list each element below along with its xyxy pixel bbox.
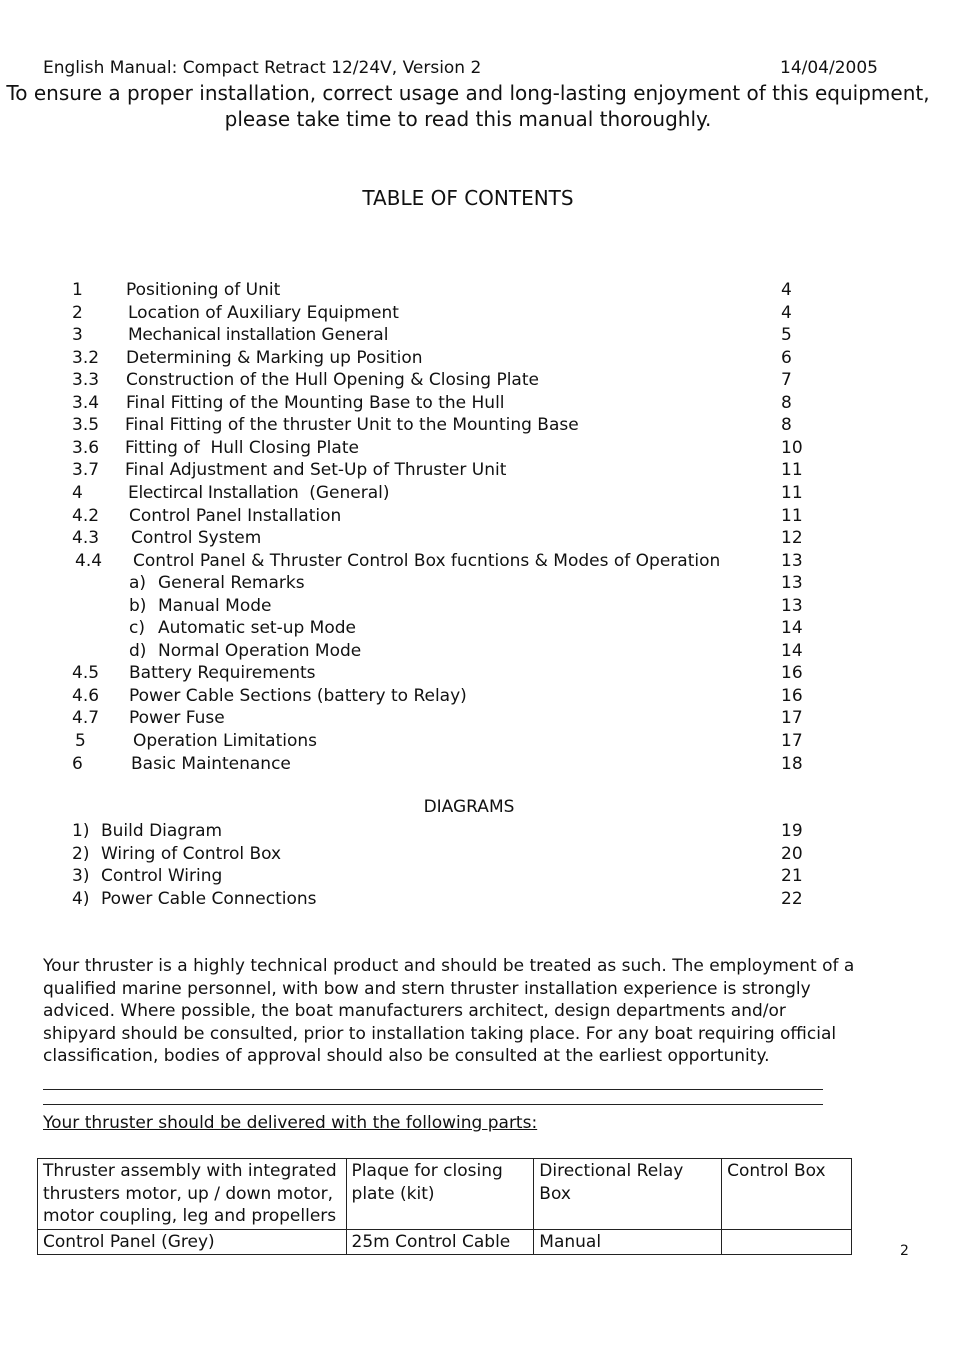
- table-row: [38, 1159, 852, 1230]
- diagram-item: [0, 888, 954, 910]
- toc-item: [0, 595, 954, 617]
- toc-item-title-text: Construction of the Hull Opening & Closing Plate: [126, 370, 539, 391]
- toc-item-title-strong: Electircal Installation: [128, 482, 299, 503]
- toc-item-title: [126, 392, 505, 414]
- toc-item-title: [126, 279, 280, 301]
- diagram-item-page: 19: [781, 821, 803, 841]
- toc-item-title: [133, 550, 720, 572]
- diagram-item-number: 1): [72, 821, 90, 841]
- toc-item: [0, 640, 954, 662]
- toc-item-number: 4.2: [72, 505, 100, 526]
- toc-item-number: 3.3: [72, 370, 100, 391]
- toc-item-title-text: General: [316, 325, 389, 346]
- toc-item-number: 4.3: [72, 528, 100, 549]
- toc-item-title-text: Battery Requirements: [129, 663, 316, 684]
- toc-item-number: 5: [75, 731, 86, 751]
- parts-table: [37, 1158, 852, 1255]
- toc-item-title-text: Control System: [131, 528, 262, 549]
- table-cell: Control Panel (Grey): [38, 1229, 347, 1255]
- toc-item-title-text: Control Panel Installation: [129, 505, 342, 526]
- toc-item-number: 4.4: [75, 550, 103, 571]
- toc-item-page: 11: [781, 505, 803, 526]
- toc-item-number: a): [129, 573, 147, 594]
- toc-item-number: 3.5: [72, 415, 100, 436]
- toc-item-title-text: Determining & Marking up Position: [126, 347, 423, 368]
- toc-item: [0, 482, 954, 504]
- toc-item-page: 8: [781, 415, 792, 436]
- header-date: 14/04/2005: [780, 58, 878, 78]
- diagram-item: [0, 820, 954, 842]
- toc-item-number: b): [129, 595, 147, 616]
- toc-item-page: 13: [781, 573, 803, 594]
- toc-title: TABLE OF CONTENTS: [362, 186, 574, 210]
- table-cell: Directional Relay Box: [534, 1159, 722, 1230]
- table-cell: Thruster assembly with integrated thrusters motor, up / down motor, motor coupling, leg and propellers: [38, 1159, 347, 1230]
- header-title: English Manual: Compact Retract 12/24V, Version 2: [43, 58, 482, 78]
- toc-item-title-text: Basic Maintenance: [131, 753, 291, 774]
- parts-heading: Your thruster should be delivered with the following parts:: [43, 1113, 538, 1133]
- toc-item-title: [129, 707, 225, 729]
- toc-item-title: [131, 753, 291, 775]
- toc-item-title: [128, 482, 390, 504]
- toc-item-page: 8: [781, 392, 792, 413]
- toc-item: [0, 707, 954, 729]
- toc-item-number: 3.4: [72, 392, 100, 413]
- toc-item-title: [125, 459, 506, 481]
- divider-line: [43, 1089, 823, 1090]
- toc-item-title: [126, 347, 423, 369]
- advice-paragraph: Your thruster is a highly technical product and should be treated as such. The employment of a qualified marine personnel, with bow and stern thruster installation experience is strongly adviced. Where possible, the boat manufacturers architect, design departments and/or shipyard should be consulted, prior to installation taking place. For any boat requiring official classification, bodies of approval should also be consulted at the earliest opportunity.: [43, 956, 855, 1067]
- toc-item: [0, 730, 954, 752]
- toc-item-title: [158, 640, 361, 662]
- toc-item-title: [129, 685, 467, 707]
- diagram-item-title: Build Diagram: [101, 821, 223, 841]
- table-cell: Manual: [534, 1229, 722, 1255]
- toc-item: [0, 279, 954, 301]
- toc-item-title: [131, 527, 261, 549]
- toc-item: [0, 369, 954, 391]
- toc-item-number: 3.2: [72, 347, 100, 368]
- diagram-item: [0, 843, 954, 865]
- table-cell: Control Box: [722, 1159, 852, 1230]
- table-row: [38, 1229, 852, 1255]
- table-cell: Plaque for closing plate (kit): [346, 1159, 534, 1230]
- toc-item-title: [128, 324, 388, 346]
- toc-item-number: 1: [72, 280, 83, 300]
- diagram-item-title: Power Cable Connections: [101, 888, 317, 909]
- toc-item-number: d): [129, 640, 147, 661]
- toc-item: [0, 685, 954, 707]
- toc-item: [0, 459, 954, 481]
- toc-item-page: 11: [781, 482, 803, 503]
- toc-item-page: 17: [781, 731, 803, 751]
- toc-item-page: 14: [781, 640, 803, 661]
- divider-line: [43, 1104, 823, 1105]
- toc-item-number: 4.5: [72, 663, 100, 684]
- toc-item-title-text: Power Cable Sections (battery to Relay): [129, 685, 467, 706]
- toc-item-page: 13: [781, 595, 803, 616]
- toc-item-title-text: (General): [298, 482, 390, 503]
- table-cell: [722, 1229, 852, 1255]
- toc-item-page: 4: [781, 302, 792, 323]
- toc-item: [0, 550, 954, 572]
- toc-item-number: 6: [72, 753, 83, 774]
- toc-item: [0, 527, 954, 549]
- toc-item-title-text: Location of Auxiliary Equipment: [128, 302, 399, 323]
- toc-item-title-text: Fitting of Hull Closing Plate: [125, 437, 359, 458]
- toc-item-page: 5: [781, 325, 792, 346]
- toc-item-page: 17: [781, 708, 803, 729]
- toc-item-title-text: Automatic set-up Mode: [158, 618, 356, 639]
- toc-item-title: [128, 302, 399, 324]
- toc-item-title-text: Final Fitting of the Mounting Base to the Hull: [126, 392, 505, 413]
- toc-item: [0, 617, 954, 639]
- diagram-item: [0, 865, 954, 887]
- toc-item: [0, 572, 954, 594]
- toc-item-number: 4.7: [72, 708, 100, 729]
- toc-item-page: 13: [781, 550, 803, 571]
- toc-item-page: 16: [781, 663, 803, 684]
- toc-item-title: [133, 730, 317, 752]
- toc-item-title-text: Positioning of Unit: [126, 280, 281, 300]
- toc-item-number: 4: [72, 482, 83, 503]
- toc-item-title: [129, 662, 316, 684]
- toc-item-title-strong: Mechanical installation: [128, 325, 317, 346]
- toc-item-title-text: Final Adjustment and Set-Up of Thruster Unit: [125, 460, 507, 481]
- diagram-item-number: 2): [72, 843, 90, 864]
- diagram-item-number: 3): [72, 866, 90, 887]
- toc-item-page: 7: [781, 370, 792, 391]
- toc-item: [0, 414, 954, 436]
- toc-item-page: 4: [781, 280, 792, 300]
- toc-item-page: 16: [781, 685, 803, 706]
- toc-item-title: [158, 572, 305, 594]
- toc-item-number: 4.6: [72, 685, 100, 706]
- toc-item-title-text: Operation Limitations: [133, 731, 317, 751]
- page-number: 2: [900, 1243, 909, 1259]
- toc-item-title: [129, 505, 341, 527]
- toc-item-title: [158, 617, 356, 639]
- toc-item-page: 18: [781, 753, 803, 774]
- toc-item-title: [126, 369, 539, 391]
- toc-item-number: 3: [72, 325, 83, 346]
- toc-item: [0, 347, 954, 369]
- toc-item-title-text: Manual Mode: [158, 595, 272, 616]
- diagram-item-number: 4): [72, 888, 90, 909]
- diagram-item-page: 22: [781, 888, 803, 909]
- diagram-item-page: 21: [781, 866, 803, 887]
- toc-item-page: 10: [781, 437, 803, 458]
- toc-item: [0, 324, 954, 346]
- toc-item-title-text: General Remarks: [158, 573, 305, 594]
- toc-item-title-text: Normal Operation Mode: [158, 640, 362, 661]
- toc-item-title-text: Control Panel & Thruster Control Box fucntions & Modes of Operation: [133, 550, 721, 571]
- toc-item-number: 3.6: [72, 437, 100, 458]
- diagram-item-page: 20: [781, 843, 803, 864]
- toc-item-page: 14: [781, 618, 803, 639]
- toc-item: [0, 392, 954, 414]
- toc-item-page: 12: [781, 528, 803, 549]
- toc-item: [0, 753, 954, 775]
- toc-item-title: [125, 414, 579, 436]
- toc-item: [0, 662, 954, 684]
- intro-text: To ensure a proper installation, correct usage and long-lasting enjoyment of this equipment, please take time to read this manual thoroughly.: [6, 81, 930, 131]
- toc-item-page: 11: [781, 460, 803, 481]
- toc-item: [0, 437, 954, 459]
- diagrams-title: DIAGRAMS: [423, 797, 515, 817]
- toc-item-title: [158, 595, 272, 617]
- toc-item: [0, 505, 954, 527]
- toc-item-number: 3.7: [72, 460, 100, 481]
- toc-item-number: c): [129, 618, 145, 639]
- toc-item-title-text: Power Fuse: [129, 708, 225, 729]
- toc-item-title-text: Final Fitting of the thruster Unit to the Mounting Base: [125, 415, 579, 436]
- toc-item: [0, 302, 954, 324]
- table-cell: 25m Control Cable: [346, 1229, 534, 1255]
- diagram-item-title: Control Wiring: [101, 866, 223, 887]
- toc-item-title: [125, 437, 359, 459]
- diagram-item-title: Wiring of Control Box: [101, 843, 282, 864]
- toc-item-page: 6: [781, 347, 792, 368]
- toc-item-number: 2: [72, 302, 83, 323]
